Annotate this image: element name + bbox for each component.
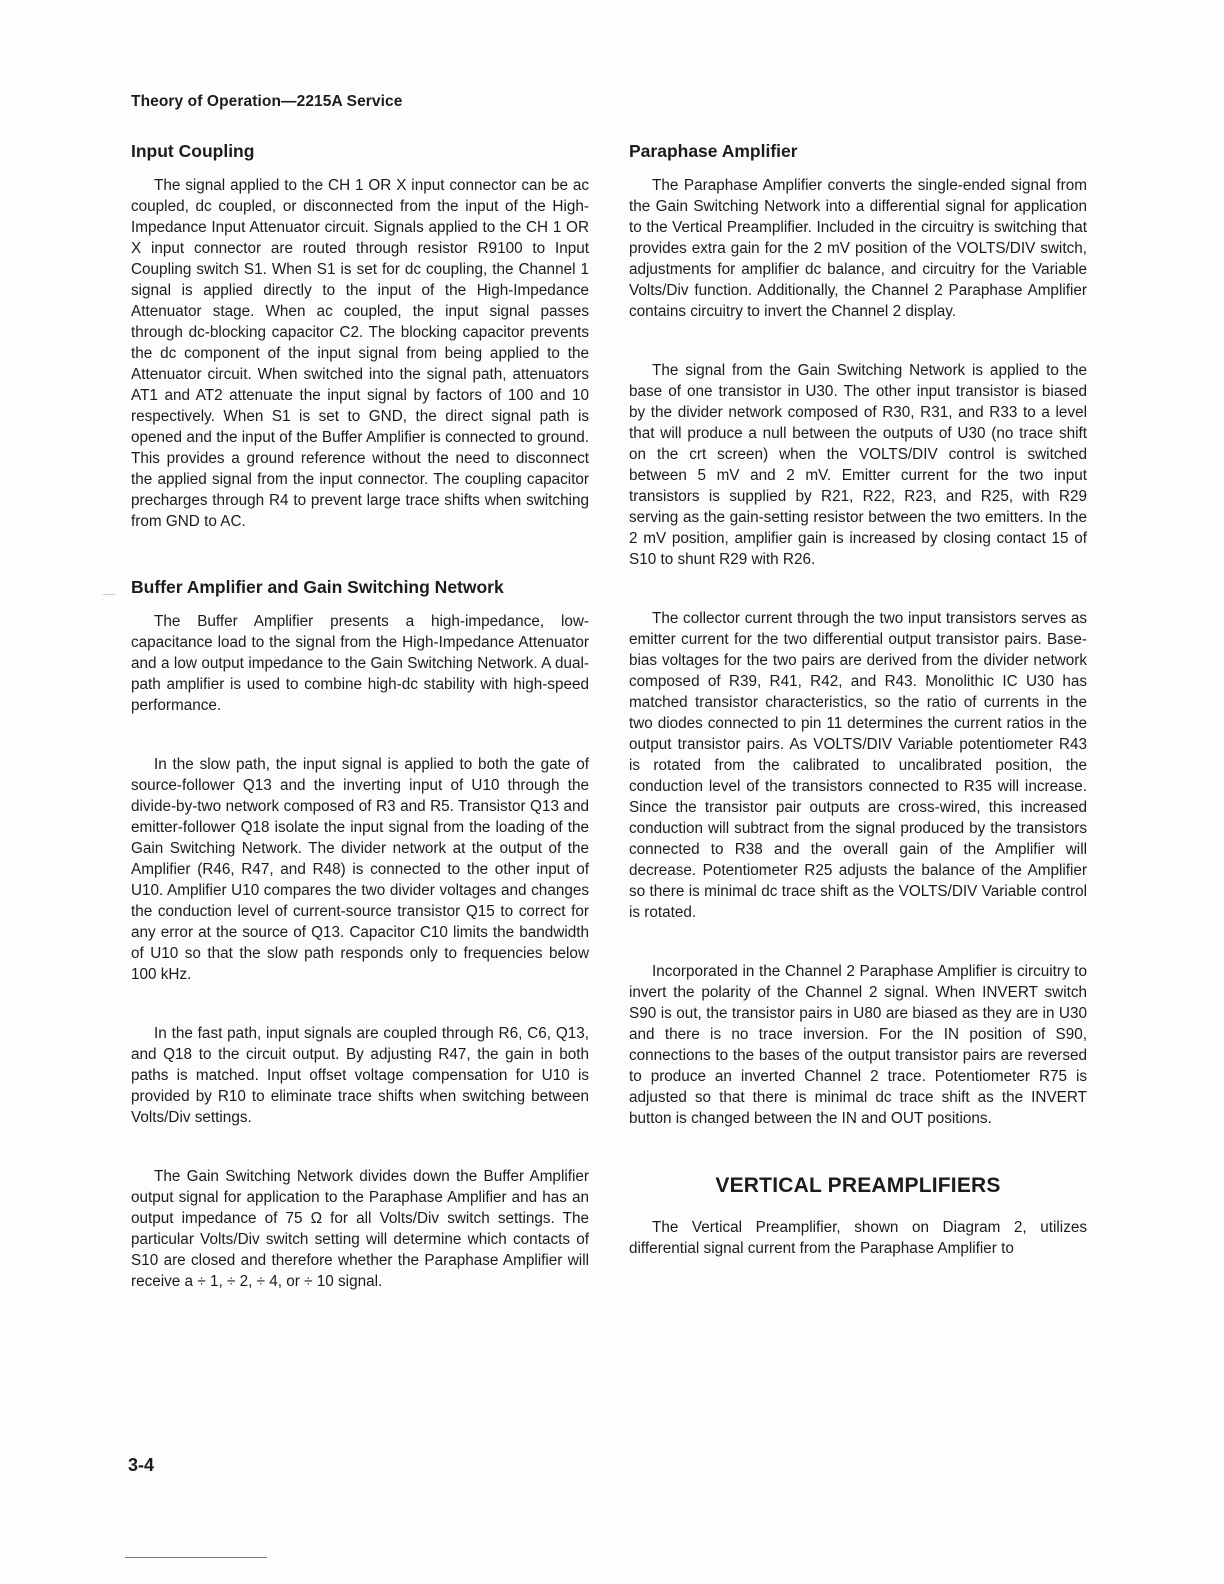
paragraph-spacer xyxy=(629,570,1087,608)
paragraph-spacer xyxy=(131,1128,589,1166)
paragraph-spacer xyxy=(629,923,1087,961)
buffer-amplifier-paragraph-1: The Buffer Amplifier presents a high-impedance, low-capacitance load to the signal from the High-Impedance Attenuator and a low output impedance to the Gain Switching Network. A dual-path amplifier is used to combine high-dc stability with high-speed performance. xyxy=(131,613,589,714)
buffer-amplifier-paragraph-2: In the slow path, the input signal is applied to both the gate of source-follower Q13 and the inverting input of U10 through the divide-by-two network composed of R3 and R5. Transistor Q13 and emitter-follower Q18 isolate the input signal from the loading of the Gain Switching Network. The divider network at the output of the Amplifier (R46, R47, and R48) is connected to the other input of U10. Amplifier U10 compares the two divider voltages and changes the conduction level of current-source transistor Q15 to correct for any error at the source of Q13. Capacitor C10 limits the bandwidth of U10 so that the slow path responds only to frequencies below 100 kHz. xyxy=(131,756,589,983)
buffer-amplifier-paragraph-4: The Gain Switching Network divides down the Buffer Amplifier output signal for application to the Paraphase Amplifier and has an output impedance of 75 Ω for all Volts/Div switch settings. The particular Volts/Div switch setting will determine which contacts of S10 are closed and therefore whether the Paraphase Amplifier will receive a ÷ 1, ÷ 2, ÷ 4, or ÷ 10 signal. xyxy=(131,1168,589,1290)
vertical-preamplifiers-section xyxy=(629,1173,1087,1259)
paraphase-amplifier-section xyxy=(629,140,1087,1129)
paraphase-amplifier-heading: Paraphase Amplifier xyxy=(629,141,798,161)
page-number: 3-4 xyxy=(128,1455,155,1475)
section-spacer xyxy=(629,1129,1087,1173)
footer-rule xyxy=(125,1557,267,1558)
buffer-amplifier-paragraph-3: In the fast path, input signals are coupled through R6, C6, Q13, and Q18 to the circuit output. By adjusting R47, the gain in both paths is matched. Input offset voltage compensation for U10 is provided by R10 to eliminate trace shifts when switching between Volts/Div settings. xyxy=(131,1025,589,1126)
buffer-amplifier-section xyxy=(131,576,589,1292)
paraphase-amplifier-paragraph-3: The collector current through the two input transistors serves as emitter current for the two differential output transistor pairs. Base-bias voltages for the two pairs are derived from the divider network composed of R39, R41, R42, and R43. Monolithic IC U30 has matched transistor characteristics, so the ratio of currents in the two diodes connected to pin 11 determines the current ratios in the output transistor pairs. As VOLTS/DIV Variable potentiometer R43 is rotated from the calibrated to uncalibrated position, the conduction level of the transistors connected to R35 will increase. Since the transistor pair outputs are cross-wired, this increased conduction will subtract from the signal produced by the transistors connected to R38 and the overall gain of the Amplifier will decrease. Potentiometer R25 adjusts the balance of the Amplifier so there is minimal dc trace shift as the VOLTS/DIV Variable control is rotated. xyxy=(629,610,1087,921)
paraphase-amplifier-paragraph-2: The signal from the Gain Switching Network is applied to the base of one transistor in U30. The other input transistor is biased by the divider network composed of R30, R31, and R33 to a level that will produce a null between the outputs of U30 (no trace shift on the crt screen) when the VOLTS/DIV control is switched between 5 mV and 2 mV. Emitter current for the two input transistors is supplied by R21, R22, R23, and R25, with R29 serving as the gain-setting resistor between the two emitters. In the 2 mV position, amplifier gain is increased by closing contact 15 of S10 to shunt R29 with R26. xyxy=(629,362,1087,568)
vertical-preamplifiers-heading: VERTICAL PREAMPLIFIERS xyxy=(715,1174,1001,1197)
input-coupling-section xyxy=(131,140,589,532)
left-column xyxy=(131,140,589,1292)
paragraph-spacer xyxy=(629,322,1087,360)
margin-mark xyxy=(103,594,115,595)
right-column xyxy=(629,140,1087,1259)
buffer-amplifier-heading: Buffer Amplifier and Gain Switching Network xyxy=(131,577,504,597)
input-coupling-paragraph: The signal applied to the CH 1 OR X input connector can be ac coupled, dc coupled, or disconnected from the input of the High-Impedance Input Attenuator circuit. Signals applied to the CH 1 OR X input connector are routed through resistor R9100 to Input Coupling switch S1. When S1 is set for dc coupling, the Channel 1 signal is applied directly to the input of the High-Impedance Attenuator stage. When ac coupled, the input signal passes through dc-blocking capacitor C2. The blocking capacitor prevents the dc component of the input signal from being applied to the Attenuator circuit. When switched into the signal path, attenuators AT1 and AT2 attenuate the input signal by factors of 100 and 10 respectively. When S1 is set to GND, the direct signal path is opened and the input of the Buffer Amplifier is connected to ground. This provides a ground reference without the need to disconnect the applied signal from the input connector. The coupling capacitor precharges through R4 to prevent large trace shifts when switching from GND to AC. xyxy=(131,177,589,530)
input-coupling-heading: Input Coupling xyxy=(131,141,255,161)
vertical-preamplifiers-paragraph: The Vertical Preamplifier, shown on Diagram 2, utilizes differential signal current from the Paraphase Amplifier to xyxy=(629,1219,1087,1257)
paraphase-amplifier-paragraph-1: The Paraphase Amplifier converts the single-ended signal from the Gain Switching Network into a differential signal for application to the Vertical Preamplifier. Included in the circuitry is switching that provides extra gain for the 2 mV position of the VOLTS/DIV switch, adjustments for amplifier dc balance, and circuitry for the Variable Volts/Div function. Additionally, the Channel 2 Paraphase Amplifier contains circuitry to invert the Channel 2 display. xyxy=(629,177,1087,320)
paragraph-spacer xyxy=(131,985,589,1023)
running-header: Theory of Operation—2215A Service xyxy=(131,93,403,110)
paragraph-spacer xyxy=(131,716,589,754)
paraphase-amplifier-paragraph-4: Incorporated in the Channel 2 Paraphase Amplifier is circuitry to invert the polarity of the Channel 2 signal. When INVERT switch S90 is out, the transistor pairs in U80 are biased as they are in U30 and there is no trace inversion. For the IN position of S90, connections to the bases of the output transistor pairs are reversed to produce an inverted Channel 2 trace. Potentiometer R75 is adjusted so that there is minimal dc trace shift as the INVERT button is changed between the IN and OUT positions. xyxy=(629,963,1087,1127)
section-spacer xyxy=(131,532,589,576)
